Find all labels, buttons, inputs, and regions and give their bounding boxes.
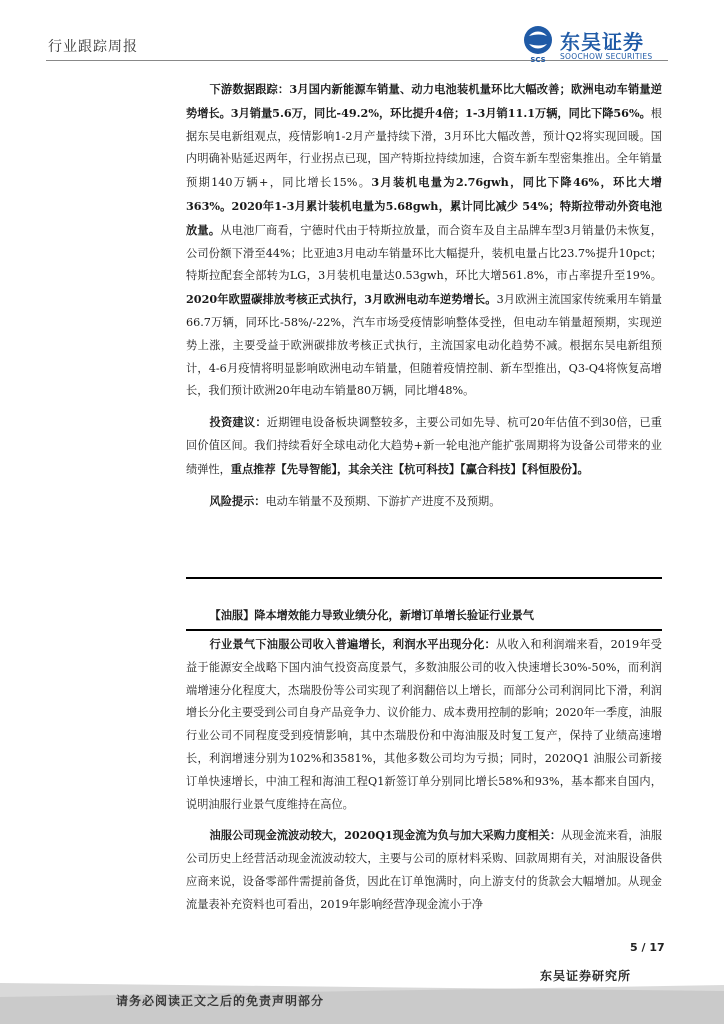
section-divider (186, 629, 662, 631)
section-oil-services (186, 633, 662, 917)
text-bold: 风险提示： (209, 493, 266, 508)
section-title-oil-services: 【油服】降本增效能力导致业绩分化，新增订单增长验证行业景气 (209, 608, 534, 622)
section-divider (186, 577, 662, 579)
footer-band (0, 983, 724, 1024)
logo-name-cn: 东吴证券 (560, 30, 644, 54)
text-normal: 3月欧洲主流国家传统乘用车销量66.7万辆，同环比-58%/-22%，汽车市场受疫情影响整体受挫，但电动车销量超预期，实现逆势上涨，主要受益于欧洲碳排放考核正式执行，主流国家电动化趋势不减。根据东吴电新组预计，4-6月疫情将明显影响欧洲电动车销量，但随着疫情控制、新车型推出，Q3-Q4将恢复高增长，我们预计欧洲20年电动车销量80万辆，同比增48%。 (186, 293, 662, 398)
text-bold: 下游数据跟踪：3月国内新能源车销量、动力电池装机量环比大幅改善；欧洲电动车销量逆势增长。3月销量5.6万，同比-49.2%，环比提升4倍；1-3月销11.1万辆，同比下降56%。 (186, 82, 662, 120)
text-bold: 2020年欧盟碳排放考核正式执行，3月欧洲电动车逆势增长。 (186, 292, 497, 307)
text-normal: 根据东吴电新组观点，疫情影响1-2月产量持续下滑，3月环比大幅改善，预计Q2将实现回暖。国内明确补贴延迟两年，行业拐点已现，国产特斯拉持续加速，合资车新车型密集推出。全年销量预期140万辆+，同比增长15%。 (186, 106, 662, 190)
text-bold: 油服公司现金流波动较大，2020Q1现金流为负与加大采购力度相关： (209, 828, 562, 843)
text-bold: 3月装机电量为2.76gwh，同比下降46%，环比大增363%。2020年1-3月累计装机电量为5.68gwh，累计同比减少 54%；特斯拉带动外资电池放量。 (186, 175, 662, 237)
logo-mark-text: SCS (530, 56, 546, 64)
text-bold: 投资建议： (209, 415, 267, 430)
section-ev-battery (186, 78, 662, 513)
page-number: 5 / 17 (630, 941, 665, 954)
paragraph-downstream-data (186, 78, 662, 403)
footer-disclaimer: 请务必阅读正文之后的免责声明部分 (116, 994, 325, 1008)
paragraph-industry-boom (186, 633, 662, 816)
page-header-title: 行业跟踪周报 (48, 39, 138, 55)
logo-name-en: SOOCHOW SECURITIES (560, 52, 653, 61)
paragraph-investment-advice (186, 411, 662, 481)
text-normal: 从电池厂商看，宁德时代由于特斯拉放量，而合资车及自主品牌车型3月销量仍未恢复，公司份额下滑至44%；比亚迪3月电动车销量环比大幅提升，装机电量占比23.7%提升10pct；特斯拉配套全部转为LG，3月装机电量达0.53gwh，环比大增561.8%，市占率提升至19%。 (186, 223, 662, 283)
text-normal: 电动车销量不及预期、下游扩产进度不及预期。 (265, 494, 501, 508)
text-normal: 从现金流来看，油服公司历史上经营活动现金流波动较大，主要与公司的原材料采购、回款周期有关，对油服设备供应商来说，设备零部件需提前备货，因此在订单饱满时，向上游支付的货款会大幅增加。从现金流量表补充资料也可看出，2019年影响经营净现金流小于净 (186, 829, 662, 911)
text-bold: 重点推荐【先导智能】，其余关注【杭可科技】【赢合科技】【科恒股份】。 (230, 461, 589, 476)
brand-logo (520, 24, 690, 64)
paragraph-cash-flow (186, 824, 662, 916)
text-normal: 从收入和利润端来看，2019年受益于能源安全战略下国内油气投资高度景气，多数油服公司的收入快速增长30%-50%，而利润端增速分化程度大，杰瑞股份等公司实现了利润翻倍以上增长，而部分公司利润同比下滑，利润增长分化主要受到公司自身产品竞争力、议价能力、成本费用控制的影响；2020年一季度，油服行业公司不同程度受到疫情影响，其中杰瑞股份和中海油服及时复工复产，保持了业绩高速增长，利润增速分别为102%和3581%，其他多数公司均为亏损；同时，2020Q1 油服公司新接订单快速增长，中油工程和海油工程Q1新签订单分别同比增长58%和93%，基本都来自国内，说明油服行业景气度维持在高位。 (186, 638, 662, 811)
footer-organization: 东吴证券研究所 (540, 969, 632, 983)
text-bold: 行业景气下油服公司收入普遍增长，利润水平出现分化： (209, 637, 496, 651)
logo-icon (520, 24, 556, 64)
text-normal: 近期锂电设备板块调整较多，主要公司如先导、杭可20年估值不到30倍，已重回价值区间。我们持续看好全球电动化大趋势+新一轮电池产能扩张周期将为设备公司带来的业绩弹性， (186, 416, 662, 476)
paragraph-risk-warning (186, 490, 662, 514)
